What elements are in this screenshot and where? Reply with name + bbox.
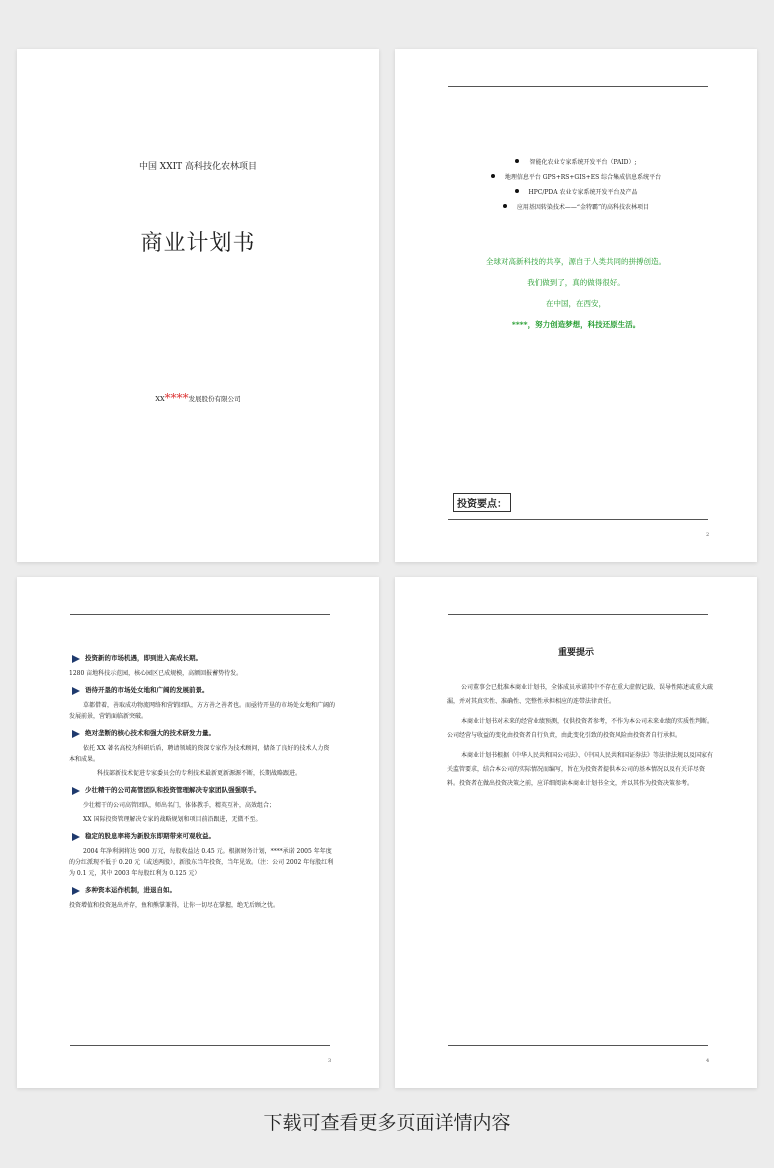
slogan-line: ****，努力创造梦想，科技还原生活。 — [511, 320, 641, 329]
section-text: XX 国际投资管理解决专家的战略规划和项目前沿跟进，无微不至。 — [83, 816, 262, 823]
download-more-link[interactable]: 下载可查看更多页面详情内容 — [263, 1112, 511, 1134]
section-text: 少壮精干的公司高管团队，师出名门，体体教手，精英互补，高效组合； — [83, 802, 276, 809]
triangle-bullet-icon — [72, 833, 80, 841]
page-number: 2 — [706, 532, 710, 538]
section-text: 1280 亩地科技示范园，核心园区已成规模，高额回报蓄势待发。 — [69, 670, 243, 677]
notice-paragraph: 本商业计划书根据《中华人民共和国公司法》、《中国人民共和国证券法》等法律法规以及国家有关监管要求，结合本公司的实际情况而编写，旨在为投资者提供本公司的基本情况以及有关详尽资料。投资者在做出投资决策之前，应详细阅读本商业计划书全文，并以其作为投资决策参考。 — [447, 752, 714, 787]
footer-rule — [448, 519, 708, 520]
section-heading: 稳定的股息率将为新股东即期带来可观收益。 — [85, 831, 335, 842]
page-number: 4 — [706, 1058, 710, 1064]
triangle-bullet-icon — [72, 887, 80, 895]
header-rule — [448, 86, 708, 87]
section-heading: 投资新的市场机遇，即到进入高成长期。 — [85, 653, 335, 664]
triangle-bullet-icon — [72, 730, 80, 738]
header-rule — [448, 614, 708, 615]
triangle-bullet-icon — [72, 655, 80, 663]
page-3 — [17, 577, 379, 1088]
section-heading: 语待开垦的市场处女地和广阔的发展前景。 — [85, 685, 335, 696]
footer-rule — [70, 1045, 330, 1046]
bullet-dot-icon — [515, 189, 519, 193]
company-stars: **** — [164, 391, 189, 405]
section-text: 科技部新技术促进专家委员会的专利技术最新更新源源不断，长期战略跟进。 — [97, 770, 302, 777]
section-heading: 多种资本运作机制，进退自如。 — [85, 885, 335, 896]
section-text: 依托 XX 著名高校为科研后盾，聘请领域的资深专家作为技术顾问，储备了良好的技术人力资本和成果。 — [69, 745, 330, 763]
cover-company — [17, 391, 379, 405]
bullet-dot-icon — [515, 159, 519, 163]
page-2 — [395, 49, 757, 562]
slogan-block — [395, 256, 757, 340]
bullet-item: 应用基因转染技术——“金特霸”的高科技农林项目 — [395, 202, 757, 211]
cover-subtitle: 中国 XXIT 高科技化农林项目 — [138, 162, 258, 172]
bullet-dot-icon — [491, 174, 495, 178]
bullet-item: HPC/PDA 农业专家系统开发平台及产品 — [395, 187, 757, 196]
notice-paragraph: 公司董事会已批准本商业计划书，全体成员承诺其中不存在重大虚假记载、误导性陈述或重大疏漏，并对其真实性、准确性、完整性承担相应的连带法律责任。 — [447, 684, 714, 705]
triangle-bullet-icon — [72, 687, 80, 695]
page-cover — [17, 49, 379, 562]
slogan-line: 我们做到了，真的做得很好。 — [527, 278, 625, 287]
bullet-item: 地理信息平台 GPS+RS+GIS+ES 综合集成信息系统平台 — [395, 172, 757, 181]
section-text: 2004 年净利润将达 900 万元，每股收益达 0.45 元。根据财务计划，****承诺 2005 年年度的分红派现不低于 0.20 元（或送两股），新股东当年投资，当年见效。（注：公司 2002 年每股红利为 0.1 元，其中 2003 年每股红利为 0.125 元） — [69, 848, 334, 877]
page-number: 3 — [328, 1058, 332, 1064]
company-prefix: XX — [155, 395, 165, 403]
bullet-list — [395, 157, 757, 217]
notice-body — [447, 681, 713, 797]
section-heading: 绝对垄断的核心技术和强大的技术研发力量。 — [85, 728, 335, 739]
notice-title: 重要提示 — [557, 648, 594, 658]
slogan-line: 全球对高新科技的共享，源自于人类共同的拼搏创造。 — [486, 257, 666, 266]
investment-label: 投资要点： — [453, 493, 511, 512]
section-text: 投资增值和投资退出并存，鱼和熊掌兼得，让你一切尽在掌握，绝无后顾之忧。 — [69, 902, 280, 909]
slogan-line: 在中国，在西安， — [546, 299, 606, 308]
page-4 — [395, 577, 757, 1088]
triangle-bullet-icon — [72, 787, 80, 795]
cover-title: 商业计划书 — [140, 231, 256, 256]
header-rule — [70, 614, 330, 615]
section-text: 草都借着，善取成功物流网络和营销团队，方方善之善者也。而亟待开垦的市场处女地和广阔的发展前景，营销面临新突破。 — [69, 702, 336, 720]
notice-paragraph: 本商业计划书对未来的经营业绩预测，仅供投资者参考，不作为本公司未来业绩的实质性判断。公司经营与收益的变化由投资者自行负责，由此变化引致的投资风险由投资者自行承担。 — [447, 718, 714, 739]
company-suffix: 发展股份有限公司 — [188, 395, 241, 403]
section-heading: 少壮精干的公司高管团队和投资管理解决专家团队强强联手。 — [85, 785, 335, 796]
investment-points — [69, 647, 335, 914]
bullet-item: 智能化农业专家系统开发平台（PAID）; — [395, 157, 757, 166]
bullet-dot-icon — [503, 204, 507, 208]
footer-rule — [448, 1045, 708, 1046]
